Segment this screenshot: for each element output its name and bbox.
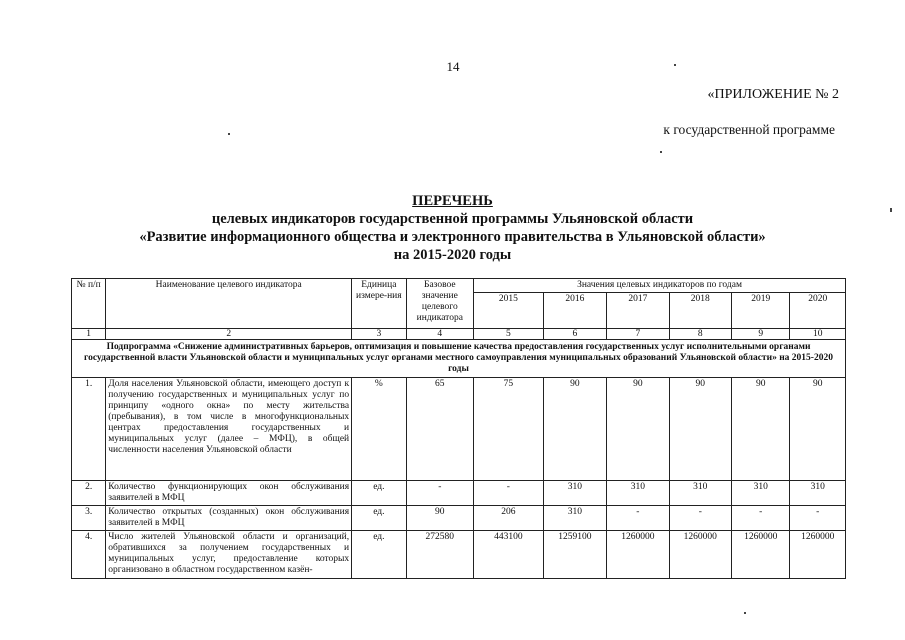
row-value: 206	[474, 506, 544, 531]
header-years-group: Значения целевых индикаторов по годам	[474, 279, 846, 293]
row-name: Количество открытых (созданных) окон обслуживания заявителей в МФЦ	[106, 506, 352, 531]
header-base: Базовое значение целевого индикатора	[406, 279, 474, 329]
row-value: 1260000	[790, 531, 846, 579]
row-value: 1260000	[732, 531, 790, 579]
row-value: 1259100	[543, 531, 606, 579]
indicators-table	[71, 278, 846, 579]
row-num: 1.	[72, 378, 106, 481]
column-number: 7	[607, 329, 669, 340]
appendix-subtitle: к государственной программе	[663, 122, 835, 137]
column-number: 2	[106, 329, 352, 340]
row-num: 4.	[72, 531, 106, 579]
scan-speck	[890, 208, 892, 212]
heading-line-2: целевых индикаторов государственной программы Ульяновской области	[211, 211, 694, 227]
column-number: 9	[732, 329, 790, 340]
column-number-row	[72, 329, 846, 340]
row-value: 1260000	[669, 531, 731, 579]
row-base: 65	[406, 378, 474, 481]
table-row	[72, 481, 846, 506]
row-value: 310	[732, 481, 790, 506]
row-unit: ед.	[352, 531, 406, 579]
column-number: 1	[72, 329, 106, 340]
column-number: 6	[543, 329, 606, 340]
table-row	[72, 378, 846, 481]
header-num: № п/п	[72, 279, 106, 329]
row-value: -	[669, 506, 731, 531]
scan-speck	[674, 64, 676, 66]
row-num: 3.	[72, 506, 106, 531]
subprogram-title: Подпрограмма «Снижение административных барьеров, оптимизация и повышение качества предоставления государственных услуг исполнительными органами государственной власти Ульяновской области и муниципальных услуг органами местного самоуправления муниципальных образований Ульяновской области» на 2015-2020 годы	[72, 340, 846, 378]
heading-line-1: ПЕРЕЧЕНЬ	[412, 193, 493, 209]
row-value: 310	[669, 481, 731, 506]
row-value: 1260000	[607, 531, 669, 579]
row-value: 310	[543, 481, 606, 506]
row-base: 272580	[406, 531, 474, 579]
row-value: -	[607, 506, 669, 531]
column-number: 4	[406, 329, 474, 340]
row-value: 90	[732, 378, 790, 481]
row-value: 90	[669, 378, 731, 481]
scan-speck	[744, 612, 746, 614]
row-unit: %	[352, 378, 406, 481]
row-value: 310	[790, 481, 846, 506]
scan-speck	[660, 151, 662, 153]
heading-line-4: на 2015-2020 годы	[393, 247, 512, 263]
column-number: 10	[790, 329, 846, 340]
row-value: 90	[607, 378, 669, 481]
column-number: 8	[669, 329, 731, 340]
row-name: Доля населения Ульяновской области, имеющего доступ к получению государственных и муниципальных услуг по принципу «одного окна» по месту жительства (пребывания), в том числе в многофункциональных центрах предоставления государственных и муниципальных услуг (далее – МФЦ), в общей численности населения Ульяновской области	[106, 378, 352, 481]
header-name: Наименование целевого индикатора	[106, 279, 352, 329]
page-number: 14	[446, 59, 460, 74]
row-value: 75	[474, 378, 544, 481]
table-row	[72, 506, 846, 531]
row-value: 90	[790, 378, 846, 481]
row-value: 443100	[474, 531, 544, 579]
appendix-title: «ПРИЛОЖЕНИЕ № 2	[707, 87, 839, 102]
heading-line-3: «Развитие информационного общества и электронного правительства в Ульяновской области»	[139, 229, 766, 245]
row-num: 2.	[72, 481, 106, 506]
row-name: Число жителей Ульяновской области и организаций, обратившихся за получением государственных и муниципальных услуг, предоставление которых организовано в областном государственном казён-	[106, 531, 352, 579]
row-unit: ед.	[352, 506, 406, 531]
row-base: 90	[406, 506, 474, 531]
header-year: 2015	[474, 293, 544, 329]
table-row	[72, 531, 846, 579]
header-unit: Единица измере-ния	[352, 279, 406, 329]
row-unit: ед.	[352, 481, 406, 506]
column-number: 3	[352, 329, 406, 340]
row-value: 90	[543, 378, 606, 481]
column-number: 5	[474, 329, 544, 340]
scan-speck	[228, 133, 230, 135]
row-base: -	[406, 481, 474, 506]
subprogram-row	[72, 340, 846, 378]
row-value: -	[474, 481, 544, 506]
row-value: -	[790, 506, 846, 531]
header-year: 2018	[669, 293, 731, 329]
row-value: 310	[607, 481, 669, 506]
header-year: 2017	[607, 293, 669, 329]
header-year: 2019	[732, 293, 790, 329]
row-value: -	[732, 506, 790, 531]
row-value: 310	[543, 506, 606, 531]
header-year: 2020	[790, 293, 846, 329]
document-heading	[0, 192, 905, 264]
row-name: Количество функционирующих окон обслуживания заявителей в МФЦ	[106, 481, 352, 506]
header-year: 2016	[543, 293, 606, 329]
